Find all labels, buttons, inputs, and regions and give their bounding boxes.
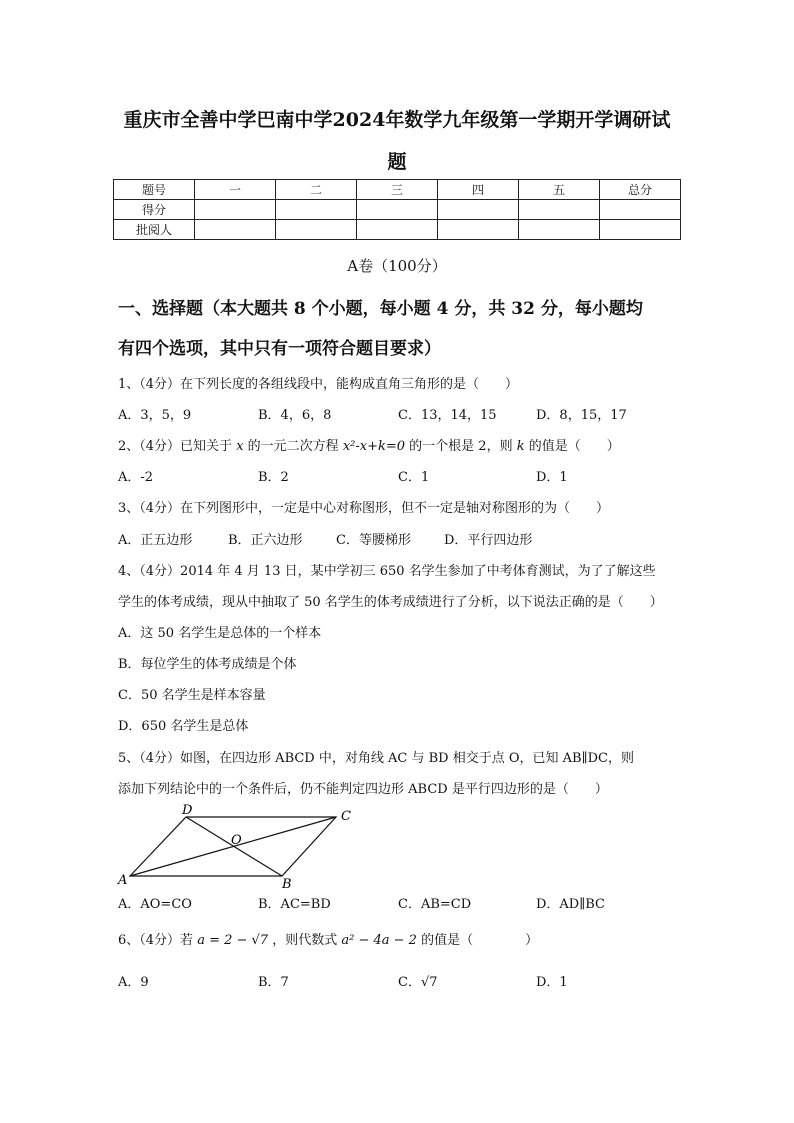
question-2-option-d[interactable]: D．1 [536, 470, 568, 485]
question-3-option-a[interactable]: A．正五边形 [118, 533, 193, 548]
question-3-stem: 3、（4分）在下列图形中，一定是中心对称图形，但不一定是轴对称图形的为（ ） [118, 501, 610, 516]
table-header-cell: 一 [195, 180, 276, 200]
question-2-variable-k: k [516, 439, 525, 454]
question-5-option-b[interactable]: B．AC=BD [258, 897, 331, 912]
score-cell[interactable] [519, 200, 600, 220]
question-2-equation: x²-x+k=0 [342, 439, 406, 454]
question-4-option-a[interactable]: A．这 50 名学生是总体的一个样本 [118, 626, 322, 641]
question-1-option-a[interactable]: A．3，5，9 [118, 408, 192, 423]
question-6-option-a[interactable]: A．9 [118, 975, 149, 990]
question-2-stem-prefix: 2、（4分）已知关于 [118, 439, 233, 454]
question-2-variable-x: x [236, 439, 244, 454]
question-5-option-a[interactable]: A．AO=CO [118, 897, 192, 912]
question-6-option-c[interactable]: C．√7 [398, 975, 438, 990]
question-6-option-b[interactable]: B．7 [258, 975, 289, 990]
vertex-label-b: B [282, 877, 292, 892]
question-3-option-b[interactable]: B．正六边形 [228, 533, 303, 548]
question-2-stem-mid2: 的一个根是 2，则 [409, 439, 513, 454]
score-cell[interactable] [438, 220, 519, 240]
vertex-label-o: O [231, 833, 242, 848]
question-4-stem-line1: 4、（4分）2014 年 4 月 13 日，某中学初三 650 名学生参加了中考体育测试，为了了解这些 [118, 564, 656, 579]
question-6-option-d[interactable]: D．1 [536, 975, 568, 990]
question-2-stem-end: 的值是（ ） [528, 439, 620, 454]
question-4-option-c[interactable]: C．50 名学生是样本容量 [118, 688, 266, 703]
vertex-label-a: A [118, 873, 128, 888]
score-cell[interactable] [519, 220, 600, 240]
question-3-option-c[interactable]: C．等腰梯形 [336, 533, 411, 548]
table-header-cell: 五 [519, 180, 600, 200]
table-header-cell: 四 [438, 180, 519, 200]
score-cell[interactable] [600, 220, 681, 240]
question-1-option-b[interactable]: B．4，6，8 [258, 408, 332, 423]
question-1-option-c[interactable]: C．13，14，15 [398, 408, 497, 423]
table-header-cell: 题号 [114, 180, 195, 200]
score-cell[interactable] [195, 200, 276, 220]
question-6-expression: a² − 4a − 2 [341, 933, 417, 948]
score-cell[interactable] [195, 220, 276, 240]
score-table [113, 179, 681, 240]
table-header-cell: 二 [276, 180, 357, 200]
question-2-option-c[interactable]: C．1 [398, 470, 430, 485]
section-1-heading-line1: 一、选择题（本大题共 8 个小题，每小题 4 分，共 32 分，每小题均 [118, 299, 643, 319]
table-header-cell: 三 [357, 180, 438, 200]
table-row-label: 批阅人 [114, 220, 195, 240]
question-5-option-c[interactable]: C．AB=CD [398, 897, 472, 912]
question-6-stem-prefix: 6、（4分）若 [118, 933, 194, 948]
question-5-stem-line1: 5、（4分）如图，在四边形 ABCD 中，对角线 AC 与 BD 相交于点 O，已知 AB∥DC，则 [118, 751, 634, 766]
score-cell[interactable] [600, 200, 681, 220]
score-table-header-row [114, 180, 681, 200]
question-6-stem-end: 的值是（ ） [421, 933, 539, 948]
score-cell[interactable] [276, 220, 357, 240]
section-a-heading: A卷（100分） [347, 257, 447, 275]
score-cell[interactable] [357, 200, 438, 220]
score-table-row [114, 220, 681, 240]
score-table-row [114, 200, 681, 220]
question-4-option-b[interactable]: B．每位学生的体考成绩是个体 [118, 657, 297, 672]
question-1-stem: 1、（4分）在下列长度的各组线段中，能构成直角三角形的是（ ） [118, 377, 519, 392]
question-1-option-d[interactable]: D．8，15，17 [536, 408, 627, 423]
parallelogram-figure [110, 800, 370, 892]
document-title-line2: 题 [387, 151, 407, 173]
question-2-option-b[interactable]: B．2 [258, 470, 289, 485]
document-title-line1: 重庆市全善中学巴南中学2024年数学九年级第一学期开学调研试 [123, 109, 671, 131]
vertex-label-d: D [182, 803, 193, 818]
question-2-option-a[interactable]: A．-2 [118, 470, 154, 485]
table-row-label: 得分 [114, 200, 195, 220]
question-3-option-d[interactable]: D．平行四边形 [444, 533, 533, 548]
question-5-option-d[interactable]: D．AD∥BC [536, 897, 605, 912]
question-6-equation-a: a = 2 − √7 [197, 933, 269, 948]
question-5-stem-line2: 添加下列结论中的一个条件后，仍不能判定四边形 ABCD 是平行四边形的是（ ） [118, 782, 608, 797]
question-2-stem [118, 438, 620, 456]
question-2-stem-mid: 的一元二次方程 [247, 439, 339, 454]
question-4-option-d[interactable]: D．650 名学生是总体 [118, 719, 249, 734]
vertex-label-c: C [341, 809, 351, 824]
score-cell[interactable] [276, 200, 357, 220]
table-header-cell: 总分 [600, 180, 681, 200]
question-4-stem-line2: 学生的体考成绩，现从中抽取了 50 名学生的体考成绩进行了分析，以下说法正确的是（ ） [118, 595, 663, 610]
section-1-heading-line2: 有四个选项，其中只有一项符合题目要求） [118, 339, 441, 359]
question-6-stem-mid: ，则代数式 [272, 933, 338, 948]
score-cell[interactable] [357, 220, 438, 240]
score-cell[interactable] [438, 200, 519, 220]
question-6-stem [118, 932, 538, 950]
